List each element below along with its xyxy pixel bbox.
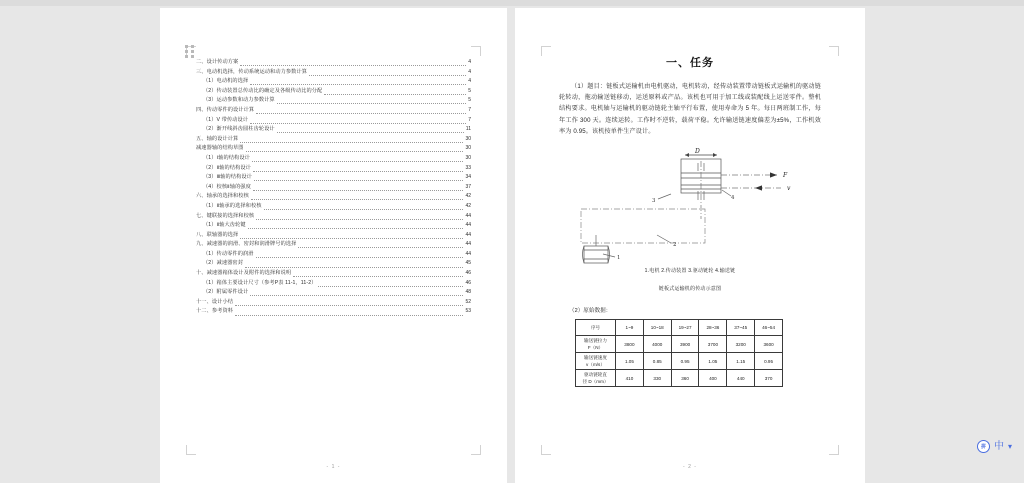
diagram-label-D: D (695, 148, 700, 156)
toc-entry[interactable] (196, 298, 471, 308)
table-row (576, 320, 783, 336)
ime-indicator[interactable] (977, 440, 1012, 453)
table-row-header-line2: v（m/s） (586, 362, 605, 368)
ime-mode-label[interactable]: 中 (994, 440, 1004, 452)
table-cell: 440 (727, 370, 755, 387)
toc-entry-label: 五、轴的设计计算 (196, 135, 239, 142)
toc-leader-dots (324, 94, 466, 95)
toc-entry-label: （2）渐开线斜齿圆柱齿轮设计 (203, 126, 275, 133)
toc-entry-label: 八、联轴器的选择 (196, 231, 239, 238)
table-row (576, 336, 783, 353)
toc-entry-label: （4）校核Ⅱ轴的强度 (203, 183, 251, 190)
toc-entry[interactable] (196, 135, 471, 145)
crop-mark-top-left (541, 46, 551, 56)
toc-entry-page: 33 (465, 164, 471, 171)
page-footer-number-1: - 1 - (326, 464, 341, 470)
toc-entry[interactable] (196, 231, 471, 241)
toc-entry-label: （1）Ⅱ轴承的选择和校核 (203, 202, 262, 209)
toc-entry-label: 二、设计传动方案 (196, 59, 239, 65)
document-page-1[interactable] (160, 8, 507, 483)
crop-mark-bottom-right (829, 445, 839, 455)
toc-leader-dots (253, 190, 463, 191)
toc-entry[interactable] (196, 144, 471, 154)
toc-entry-page: 30 (465, 154, 471, 161)
toc-leader-dots (277, 103, 466, 104)
table-cell: 410 (616, 370, 644, 387)
toc-entry[interactable] (196, 192, 471, 202)
original-data-table (575, 319, 783, 387)
table-cell: 3900 (671, 336, 699, 353)
table-column-header: 1~9 (616, 320, 644, 336)
toc-entry-label: 七、键联接的选择和校核 (196, 212, 255, 219)
toc-entry-label: （2）传动装置总传动比的确定及各级传动比的分配 (203, 87, 323, 94)
toc-entry-label: 十二、参考资料 (196, 308, 234, 315)
toc-leader-dots (256, 219, 463, 220)
toc-entry-page: 30 (465, 145, 471, 152)
toc-entry[interactable] (196, 164, 471, 174)
toc-entry[interactable] (196, 58, 471, 68)
toc-entry-page: 45 (465, 260, 471, 267)
table-column-header: 46~54 (755, 320, 783, 336)
toc-entry-page: 4 (468, 59, 471, 65)
ime-logo-icon[interactable]: 拼 (977, 440, 990, 453)
toc-leader-dots (298, 247, 463, 248)
toc-entry[interactable] (196, 183, 471, 193)
toc-leader-dots (318, 286, 463, 287)
toc-leader-dots (250, 295, 463, 296)
toc-entry-page: 11 (465, 126, 471, 133)
toc-entry[interactable] (196, 250, 471, 260)
toc-entry-label: （1）V 带传动设计 (203, 116, 249, 123)
table-row-header-line2: F（N） (587, 345, 604, 351)
diagram-callout-4: 4 (731, 195, 735, 202)
toc-entry-label: （3）Ⅲ轴的结构设计 (203, 174, 252, 181)
table-row-header-line1: 输送链速度 (584, 355, 607, 361)
table-cell: 1.05 (616, 353, 644, 370)
table-cell: 3600 (755, 336, 783, 353)
document-page-2[interactable] (515, 8, 865, 483)
toc-entry-page: 48 (465, 289, 471, 296)
toc-entry-page: 7 (468, 116, 471, 123)
table-cell: 4000 (643, 336, 671, 353)
toc-entry[interactable] (196, 77, 471, 87)
toc-entry-label: （1）箱体主要设计尺寸（参考P表 11-1，11-2） (203, 279, 317, 286)
toc-entry[interactable] (196, 212, 471, 222)
toc-leader-dots (235, 305, 463, 306)
toc-entry[interactable] (196, 307, 471, 317)
toc-entry-label: 三、电动机选择，传动系统运动和动力参数计算 (196, 68, 308, 75)
toc-entry-page: 42 (465, 193, 471, 200)
toc-entry-page: 53 (465, 308, 471, 315)
toc-entry[interactable] (196, 221, 471, 231)
toc-leader-dots (240, 65, 466, 66)
toc-entry[interactable] (196, 154, 471, 164)
toc-entry-label: （1）Ⅰ轴的结构设计 (203, 154, 250, 161)
diagram-callout-2: 2 (673, 242, 677, 249)
crop-mark-top-right (829, 46, 839, 56)
toc-leader-dots (248, 228, 464, 229)
toc-leader-dots (253, 171, 463, 172)
toc-leader-dots (256, 113, 466, 114)
toc-entry-page: 44 (465, 250, 471, 257)
table-row-header-line2: 径 D（mm） (582, 379, 609, 385)
toc-entry[interactable] (196, 125, 471, 135)
toc-leader-dots (264, 209, 464, 210)
toc-leader-dots (246, 151, 464, 152)
table-row-header-line1: 序号 (590, 325, 601, 331)
chevron-down-icon[interactable]: ▾ (1008, 442, 1013, 451)
toc-entry-page: 30 (465, 135, 471, 142)
toc-leader-dots (252, 161, 464, 162)
toc-entry-label: （3）运动参数和动力参数计算 (203, 97, 275, 104)
toc-leader-dots (293, 276, 463, 277)
table-row (576, 370, 783, 387)
toc-entry-page: 44 (465, 231, 471, 238)
diagram-callout-1: 1 (617, 255, 621, 262)
table-row-header (576, 370, 616, 387)
table-cell: 0.85 (643, 353, 671, 370)
toc-entry-page: 46 (465, 270, 471, 277)
toc-leader-dots (254, 180, 463, 181)
toc-entry-page: 42 (465, 202, 471, 209)
toc-leader-dots (256, 257, 464, 258)
table-cell: 370 (755, 370, 783, 387)
toc-leader-dots (240, 238, 463, 239)
toc-entry[interactable] (196, 173, 471, 183)
toc-entry[interactable] (196, 116, 471, 126)
transmission-schematic-diagram (559, 147, 821, 265)
page-2-content (559, 54, 821, 387)
toc-entry-page: 52 (465, 298, 471, 305)
page-footer-number-2: - 2 - (683, 464, 697, 470)
table-cell: 3800 (616, 336, 644, 353)
table-cell: 1.15 (727, 353, 755, 370)
toc-entry-page: 34 (465, 174, 471, 181)
table-cell: 360 (671, 370, 699, 387)
toc-entry-label: （1）电动机的选择 (203, 78, 249, 85)
table-cell: 0.95 (755, 353, 783, 370)
table-row-header (576, 336, 616, 353)
section-heading: 一、任务 (666, 56, 714, 69)
table-row-header-line1: 驱动链轮直 (584, 372, 607, 378)
table-row (576, 353, 783, 370)
toc-entry-label: （2）Ⅱ轴的结构设计 (203, 164, 251, 171)
toc-entry-page: 44 (465, 212, 471, 219)
toc-entry[interactable] (196, 87, 471, 97)
crop-mark-top-right (471, 46, 481, 56)
table-cell: 3200 (727, 336, 755, 353)
diagram-callout-3: 3 (652, 198, 656, 205)
toc-entry-page: 7 (468, 106, 471, 113)
table-cell: 400 (699, 370, 727, 387)
toc-entry[interactable] (196, 240, 471, 250)
toc-leader-dots (251, 199, 464, 200)
toc-entry-label: 十一、设计小结 (196, 298, 234, 305)
original-data-label: （2）原始数据： (569, 308, 612, 315)
toc-leader-dots (235, 315, 463, 316)
crop-mark-bottom-left (541, 445, 551, 455)
toc-entry[interactable] (196, 279, 471, 289)
toc-entry-page: 44 (465, 241, 471, 248)
crop-mark-bottom-left (186, 445, 196, 455)
table-column-header: 37~45 (727, 320, 755, 336)
toc-leader-dots (277, 132, 464, 133)
table-row-header (576, 353, 616, 370)
table-column-header: 19~27 (671, 320, 699, 336)
toc-entry[interactable] (196, 288, 471, 298)
toc-entry[interactable] (196, 68, 471, 78)
toc-entry-label: 减速器轴的结构草图 (196, 145, 244, 152)
toc-leader-dots (240, 142, 463, 143)
task-paragraph: （1）题目：链板式运输机由电机驱动，电机转动，经传动装置带动链板式运输机的驱动链轮转动，拖动输送链移动，运送原料或产品。该机也可用于加工线或装配线上运送零件。整机结构要求。电机轴与运输机的驱动链轮主轴平行布置，使用寿命为 5 年。每日两班制工作，每年工作 300 天。连续运转。工作时不逆转，载荷平稳。允许输送链速度偏差为±5%，工作机效率为 0.95。该机按单件生产设计。 (559, 83, 821, 135)
toc-entry-label: （1）传动零件的润滑 (203, 250, 254, 257)
table-row-header (576, 320, 616, 336)
toc-leader-dots (250, 123, 466, 124)
toc-entry[interactable] (196, 106, 471, 116)
schematic-svg (559, 147, 821, 265)
toc-entry-label: 十、减速器箱体设计及附件的选择和说明 (196, 270, 292, 277)
toc-leader-dots (245, 267, 463, 268)
diagram-parts-caption: 1.电机 2.传动装置 3.驱动链轮 4.输送链 (644, 268, 736, 275)
toc-entry-page: 44 (465, 222, 471, 229)
toc-entry-label: 四、传动零件的设计计算 (196, 106, 255, 113)
diagram-title-caption: 链板式运输机的传动示意图 (658, 286, 722, 293)
crop-mark-bottom-right (471, 445, 481, 455)
table-cell: 0.95 (671, 353, 699, 370)
toc-entry-page: 4 (468, 78, 471, 85)
toc-entry[interactable] (196, 259, 471, 269)
table-column-header: 28~36 (699, 320, 727, 336)
toc-leader-dots (250, 84, 466, 85)
diagram-label-v: v (787, 185, 791, 193)
toc-entry[interactable] (196, 269, 471, 279)
toc-entry-page: 4 (468, 68, 471, 75)
toc-entry-label: （2）附属零件设计 (203, 289, 249, 296)
toc-entry-page: 46 (465, 279, 471, 286)
toc-entry[interactable] (196, 96, 471, 106)
toc-entry-label: 六、轴承的选择和校核 (196, 193, 249, 200)
table-of-contents (196, 58, 471, 317)
table-column-header: 10~18 (643, 320, 671, 336)
diagram-label-F: F (783, 172, 788, 180)
toc-entry-label: （1）Ⅱ轴大齿轮键 (203, 222, 246, 229)
toc-leader-dots (309, 75, 466, 76)
window-top-strip (0, 0, 1024, 6)
drag-handle-grip[interactable] (185, 45, 194, 59)
toc-entry-label: 九、减速器的润滑、密封和润滑牌号的选择 (196, 241, 297, 248)
table-cell: 1.05 (699, 353, 727, 370)
toc-entry-page: 37 (465, 183, 471, 190)
table-cell: 330 (643, 370, 671, 387)
toc-entry[interactable] (196, 202, 471, 212)
toc-entry-page: 5 (468, 97, 471, 104)
toc-entry-page: 5 (468, 87, 471, 94)
table-cell: 3700 (699, 336, 727, 353)
table-row-header-line1: 输送链拉力 (584, 338, 607, 344)
toc-entry-label: （2）减速器密封 (203, 260, 243, 267)
